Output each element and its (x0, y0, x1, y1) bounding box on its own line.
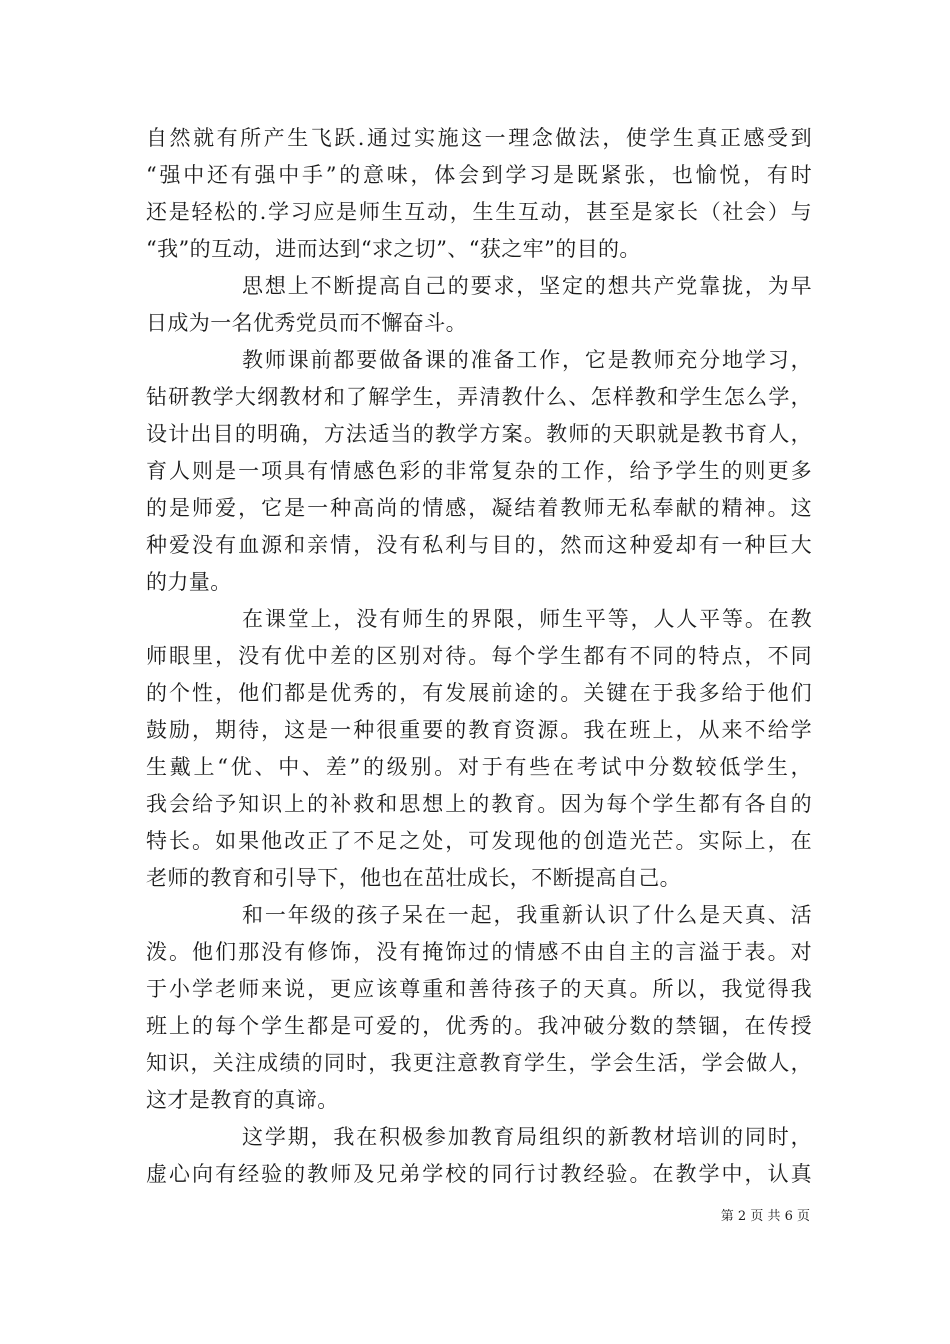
paragraph (146, 601, 812, 897)
text-line: 生戴上“优、中、差”的级别。对于有些在考试中分数较低学生， (146, 755, 812, 779)
text-line: 和一年级的孩子呆在一起，我重新认识了什么是天真、活 (242, 903, 812, 927)
paragraph (146, 1119, 812, 1193)
text-line: 班上的每个学生都是可爱的，优秀的。我冲破分数的禁锢，在传授 (146, 1014, 812, 1038)
text-line: 泼。他们那没有修饰，没有掩饰过的情感不由自主的言溢于表。对 (146, 940, 812, 964)
text-line: 师眼里，没有优中差的区别对待。每个学生都有不同的特点，不同 (146, 644, 812, 668)
paragraph (146, 120, 812, 268)
text-line: 这学期，我在积极参加教育局组织的新教材培训的同时， (242, 1125, 812, 1149)
text-line: 鼓励，期待，这是一种很重要的教育资源。我在班上，从来不给学 (146, 718, 812, 742)
text-line: 这才是教育的真谛。 (146, 1088, 339, 1112)
text-line: 老师的教育和引导下，他也在茁壮成长，不断提高自己。 (146, 866, 681, 890)
page-number: 第 2 页 共 6 页 (720, 1209, 810, 1224)
document-body (146, 120, 812, 1193)
text-line: 的是师爱，它是一种高尚的情感，凝结着教师无私奉献的精神。这 (146, 496, 812, 520)
text-line: 教师课前都要做备课的准备工作，它是教师充分地学习， (242, 348, 812, 372)
text-line: 种爱没有血源和亲情，没有私利与目的，然而这种爱却有一种巨大 (146, 533, 812, 557)
text-line: 的个性，他们都是优秀的，有发展前途的。关键在于我多给于他们 (146, 681, 812, 705)
text-line: 思想上不断提高自己的要求，坚定的想共产党靠拢，为早 (242, 274, 812, 298)
text-line: 特长。如果他改正了不足之处，可发现他的创造光芒。实际上，在 (146, 829, 812, 853)
text-line: “强中还有强中手”的意味，体会到学习是既紧张，也愉悦，有时 (146, 163, 812, 187)
text-line: 知识，关注成绩的同时，我更注意教育学生，学会生活，学会做人， (146, 1051, 812, 1075)
text-line: 育人则是一项具有情感色彩的非常复杂的工作，给予学生的则更多 (146, 459, 812, 483)
paragraph (146, 268, 812, 342)
text-line: 的力量。 (146, 570, 232, 594)
text-line: 于小学老师来说，更应该尊重和善待孩子的天真。所以，我觉得我 (146, 977, 812, 1001)
text-line: 钻研教学大纲教材和了解学生，弄清教什么、怎样教和学生怎么学， (146, 385, 812, 409)
text-line: 设计出目的明确，方法适当的教学方案。教师的天职就是教书育人， (146, 422, 812, 446)
text-line: 我会给予知识上的补救和思想上的教育。因为每个学生都有各自的 (146, 792, 812, 816)
text-line: “我”的互动，进而达到“求之切”、“获之牢”的目的。 (146, 237, 641, 261)
paragraph (146, 897, 812, 1119)
text-line: 还是轻松的.学习应是师生互动，生生互动，甚至是家长（社会）与 (146, 200, 812, 224)
text-line: 在课堂上，没有师生的界限，师生平等，人人平等。在教 (242, 607, 812, 631)
text-line: 虚心向有经验的教师及兄弟学校的同行讨教经验。在教学中，认真 (146, 1162, 812, 1186)
text-line: 自然就有所产生飞跃.通过实施这一理念做法，使学生真正感受到 (146, 126, 812, 150)
text-line: 日成为一名优秀党员而不懈奋斗。 (146, 311, 467, 335)
paragraph (146, 342, 812, 601)
